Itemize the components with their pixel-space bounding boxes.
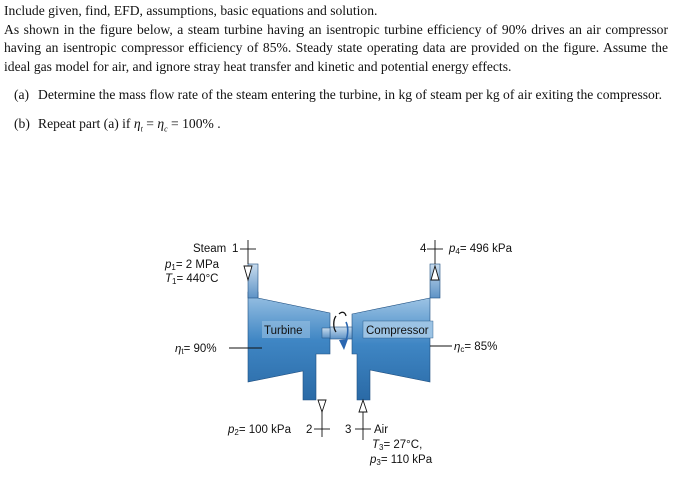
state-3-pressure: p3= 110 kPa	[370, 454, 433, 467]
eta-t-value: = 90%	[183, 343, 217, 355]
part-a-text: Determine the mass flow rate of the steam entering the turbine, in kg of steam per kg of air exiting the compressor.	[38, 87, 662, 103]
state-4-flow	[427, 240, 443, 280]
state-4-number: 4	[420, 243, 427, 255]
state-3-number: 3	[345, 424, 352, 436]
state-3-flow	[355, 400, 371, 440]
state-2-pressure: p2= 100 kPa	[228, 424, 291, 437]
state-2-pressure-value: = 100 kPa	[238, 424, 291, 436]
shaft-left-stub	[322, 328, 330, 338]
state-2-number: 2	[306, 424, 313, 436]
turbine-label: Turbine	[264, 325, 303, 337]
instructions-line: Include given, find, EFD, assumptions, basic equations and solution.	[4, 3, 378, 18]
turbine-body	[248, 292, 330, 400]
state-1-pressure: p1= 2 MPa	[165, 259, 220, 272]
state-1-fluid: Steam	[193, 243, 227, 255]
problem-statement: As shown in the figure below, a steam turbine having an isentropic turbine efficiency of 90% drives an air compressor having an isentropic compressor efficiency of 85%. Steady state operating data are provided on the figure. Assume the ideal gas model for air, and ignore stray heat transfer and kinetic and potential energy effects.	[4, 21, 668, 74]
state-3-temperature: T3= 27°C,	[372, 439, 423, 452]
state-1-pressure-value: = 2 MPa	[175, 259, 220, 271]
state-3-temperature-value: = 27°C,	[383, 439, 423, 451]
state-3-pressure-value: = 110 kPa	[380, 454, 433, 466]
part-b-prefix: Repeat part (a) if	[38, 115, 131, 131]
state-3-fluid: Air	[374, 424, 389, 436]
part-b: (b) Repeat part (a) if $\eta_t = \eta_c = 100\%$ .	[14, 115, 221, 134]
state-4-pressure: p4= 496 kPa	[449, 243, 512, 256]
eta-c-symbol: $\eta_c$	[157, 115, 168, 134]
part-b-value: = 100% .	[171, 115, 221, 131]
eta-c-label: ηc= 85%	[454, 341, 498, 354]
state-2-flow	[314, 400, 330, 437]
part-a-label: (a)	[14, 87, 30, 103]
state-1-temperature-value: = 440°C	[176, 273, 219, 285]
shaft	[330, 327, 352, 339]
compressor-label: Compressor	[366, 325, 429, 337]
state-1-number: 1	[232, 243, 239, 255]
compressor-body	[352, 298, 430, 400]
eta-t-label: ηt= 90%	[175, 343, 217, 356]
state-1-temperature: T1= 440°C	[165, 273, 219, 286]
part-b-label: (b)	[14, 115, 30, 131]
eta-t-symbol: $\eta_t$	[133, 115, 143, 134]
state-4-pressure-value: = 496 kPa	[459, 243, 512, 255]
eta-c-value: = 85%	[464, 341, 498, 353]
